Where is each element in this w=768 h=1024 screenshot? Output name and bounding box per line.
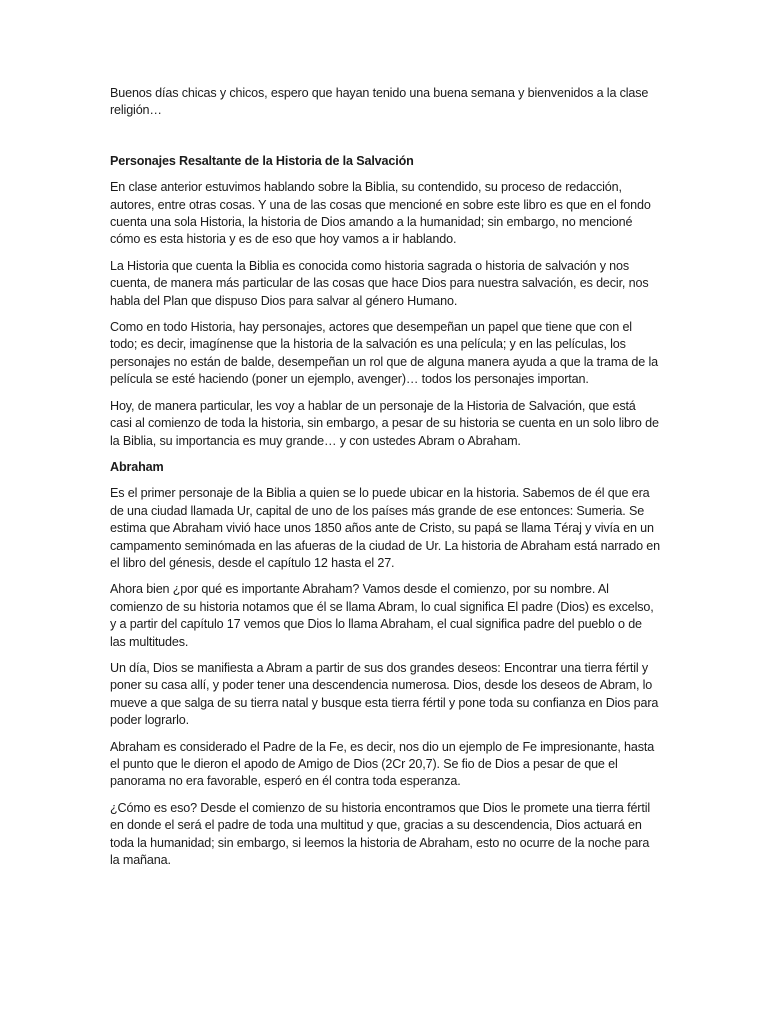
subheading-abraham: Abraham — [110, 459, 164, 474]
paragraph: Un día, Dios se manifiesta a Abram a partir de sus dos grandes deseos: Encontrar una tierra fértil y poner su casa allí, y poder tener una descendencia numerosa. Dios, desde los deseos de Abram, lo mueve a que salga de su tierra natal y busque esta tierra fértil y pone toda su confianza en Dios para poder lograrlo. — [110, 660, 659, 728]
paragraph: Abraham es considerado el Padre de la Fe, es decir, nos dio un ejemplo de Fe impresionante, hasta el punto que le dieron el apodo de Amigo de Dios (2Cr 20,7). Se fio de Dios a pesar de que el panorama no era favorable, esperó en él contra toda esperanza. — [110, 739, 655, 789]
paragraph: La Historia que cuenta la Biblia es conocida como historia sagrada o historia de salvación y nos cuenta, de manera más particular de las cosas que hace Dios para nuestra salvación, es decir, nos habla del Plan que dispuso Dios para salvar al género Humano. — [110, 258, 649, 308]
intro-paragraph: Buenos días chicas y chicos, espero que hayan tenido una buena semana y bienvenidos a la clase religión… — [110, 86, 649, 118]
paragraph: Como en todo Historia, hay personajes, actores que desempeñan un papel que tiene que con el todo; es decir, imagínense que la historia de la salvación es una película; y en las películas, los personajes no están de balde, desempeñan un rol que de alguna manera ayuda a que la trama de la película se esté haciendo (poner un ejemplo, avenger)… todos los personajes importan. — [110, 320, 658, 387]
paragraph: ¿Cómo es eso? Desde el comienzo de su historia encontramos que Dios le promete una tierra fértil en donde el será el padre de toda una multitud y que, gracias a su descendencia, Dios actuará en toda la humanidad; sin embargo, si leemos la historia de Abraham, esto no ocurre de la noche para la mañana. — [110, 800, 650, 868]
paragraph: Hoy, de manera particular, les voy a hablar de un personaje de la Historia de Salvación, que está casi al comienzo de toda la historia, sin embargo, a pesar de su historia se cuenta en un solo libro de la Biblia, su importancia es muy grande… y con ustedes Abram o Abraham. — [110, 398, 659, 448]
document-page — [110, 85, 660, 878]
paragraph: En clase anterior estuvimos hablando sobre la Biblia, su contendido, su proceso de redacción, autores, entre otras cosas. Y una de las cosas que mencioné en sobre este libro es que en el fondo cuenta una sola Historia, la historia de Dios amando a la humanidad; sin embargo, no mencioné cómo es esta historia y es de eso que hoy vamos a ir hablando. — [110, 180, 651, 247]
paragraph: Es el primer personaje de la Biblia a quien se lo puede ubicar en la historia. Sabemos de él que era de una ciudad llamada Ur, capital de uno de los países más grande de ese entonces: Sumeria. Se estima que Abraham vivió hace unos 1850 años ante de Cristo, su papá se llama Téraj y vivía en un campamento seminómada en las afueras de la ciudad de Ur. La historia de Abraham está narrado en el libro del génesis, desde el capítulo 12 hasta el 27. — [110, 486, 661, 570]
section-title: Personajes Resaltante de la Historia de la Salvación — [110, 153, 414, 168]
paragraph: Ahora bien ¿por qué es importante Abraham? Vamos desde el comienzo, por su nombre. Al comienzo de su historia notamos que él se llama Abram, lo cual significa El padre (Dios) es excelso, y a partir del capítulo 17 vemos que Dios lo llama Abraham, el cual significa padre del pueblo o de las multitudes. — [110, 582, 654, 649]
